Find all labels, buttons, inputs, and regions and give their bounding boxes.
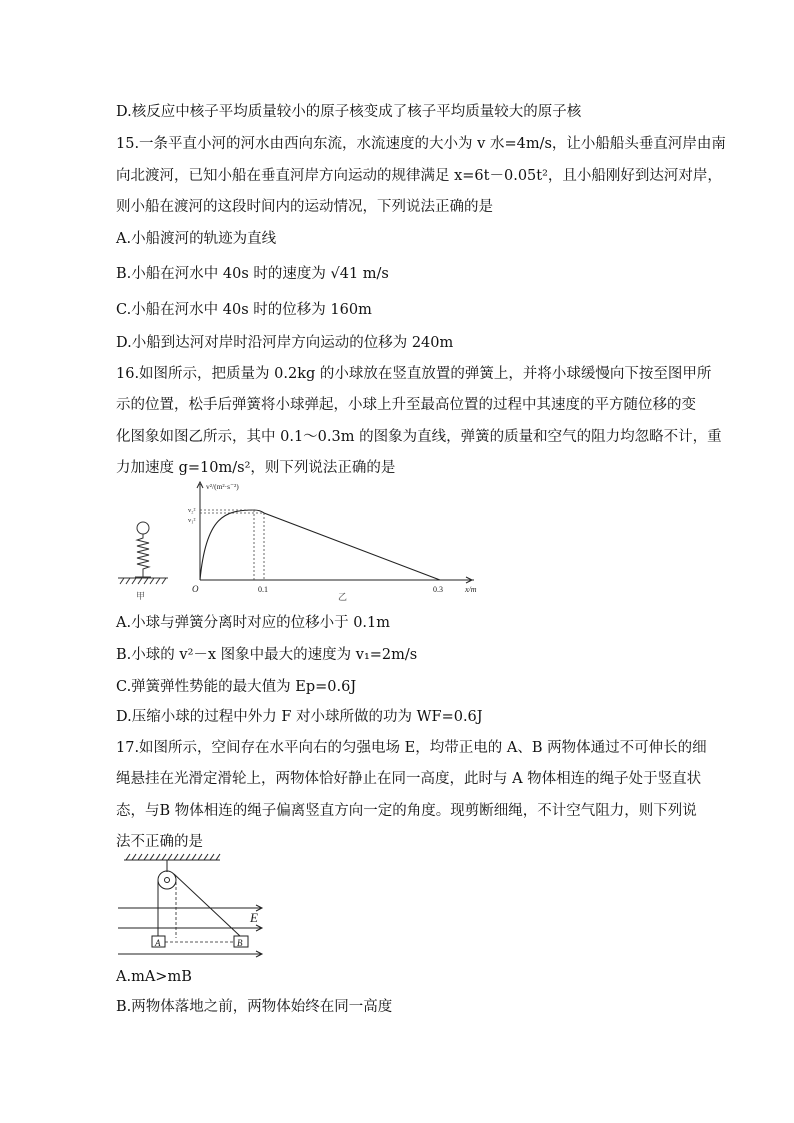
- origin-label: O: [192, 584, 199, 594]
- option-b: B.两物体落地之前，两物体始终在同一高度: [116, 999, 393, 1015]
- text-line: 则小船在渡河的这段时间内的运动情况，下列说法正确的是: [116, 199, 493, 215]
- block-b-label: B: [237, 938, 243, 948]
- spring-diagram: [118, 522, 168, 584]
- question-17: 17.如图所示，空间存在水平向右的匀强电场 E，均带正电的 A、B 两物体通过不可伸长的细: [116, 740, 707, 756]
- question-16: 16.如图所示，把质量为 0.2kg 的小球放在竖直放置的弹簧上，并将小球缓慢向下按至图甲所: [116, 366, 712, 382]
- spring-and-graph-figure: [110, 476, 477, 606]
- text-line: 法不正确的是: [116, 834, 203, 850]
- text-line: 态，与B 物体相连的绳子偏离竖直方向一定的角度。现剪断细绳，不计空气阻力，则下列说: [116, 803, 697, 819]
- option-c: C.小船在河水中 40s 时的位移为 160m: [116, 302, 372, 318]
- option-d: D.小船到达河对岸时沿河岸方向运动的位移为 240m: [116, 335, 454, 351]
- curve: [200, 510, 440, 580]
- tick-0.1: 0.1: [258, 585, 268, 594]
- x-axis-label: x/m: [465, 585, 477, 594]
- text-line: 绳悬挂在光滑定滑轮上，两物体恰好静止在同一高度，此时与 A 物体相连的绳子处于竖直状: [116, 771, 702, 787]
- option-a: A.小球与弹簧分离时对应的位移小于 0.1m: [116, 615, 390, 631]
- y-axis-label: v²/(m²·s⁻²): [206, 482, 239, 491]
- option-a: A.小船渡河的轨迹为直线: [116, 231, 277, 247]
- option-b: B.小球的 v²－x 图象中最大的速度为 v₁=2m/s: [116, 647, 418, 663]
- v2-label: v₂²: [188, 507, 196, 514]
- pulley-electric-field-figure: [112, 850, 272, 962]
- text-line: 示的位置，松手后弹簧将小球弹起，小球上升至最高位置的过程中其速度的平方随位移的变: [116, 397, 696, 413]
- caption-a: 甲: [136, 591, 146, 601]
- field-label: E: [250, 910, 258, 925]
- ceiling-hatch: [126, 854, 220, 860]
- text-line: D.核反应中核子平均质量较小的原子核变成了核子平均质量较大的原子核: [116, 104, 582, 120]
- pulley: [158, 871, 176, 889]
- option-a: A.mA>mB: [116, 969, 192, 985]
- block-a-label: A: [155, 938, 161, 948]
- text-line: 向北渡河，已知小船在垂直河岸方向运动的规律满足 x=6t－0.05t²，且小船刚好到达河对岸，: [116, 168, 722, 184]
- v1-label: v₁²: [188, 517, 196, 524]
- rope-b: [174, 874, 240, 936]
- v2-x-graph: [188, 482, 477, 602]
- option-c: C.弹簧弹性势能的最大值为 Ep=0.6J: [116, 679, 357, 695]
- caption-b: 乙: [338, 592, 348, 602]
- question-15: 15.一条平直小河的河水由西向东流，水流速度的大小为 v 水=4m/s，让小船船头垂直河岸由南: [116, 136, 726, 152]
- option-b: B.小船在河水中 40s 时的速度为 √41 m/s: [116, 266, 389, 282]
- text-line: 化图象如图乙所示，其中 0.1～0.3m 的图象为直线，弹簧的质量和空气的阻力均忽略不计，重: [116, 429, 722, 445]
- text-line: 力加速度 g=10m/s²，则下列说法正确的是: [116, 460, 396, 476]
- option-d: D.压缩小球的过程中外力 F 对小球所做的功为 WF=0.6J: [116, 709, 483, 725]
- tick-0.3: 0.3: [433, 585, 443, 594]
